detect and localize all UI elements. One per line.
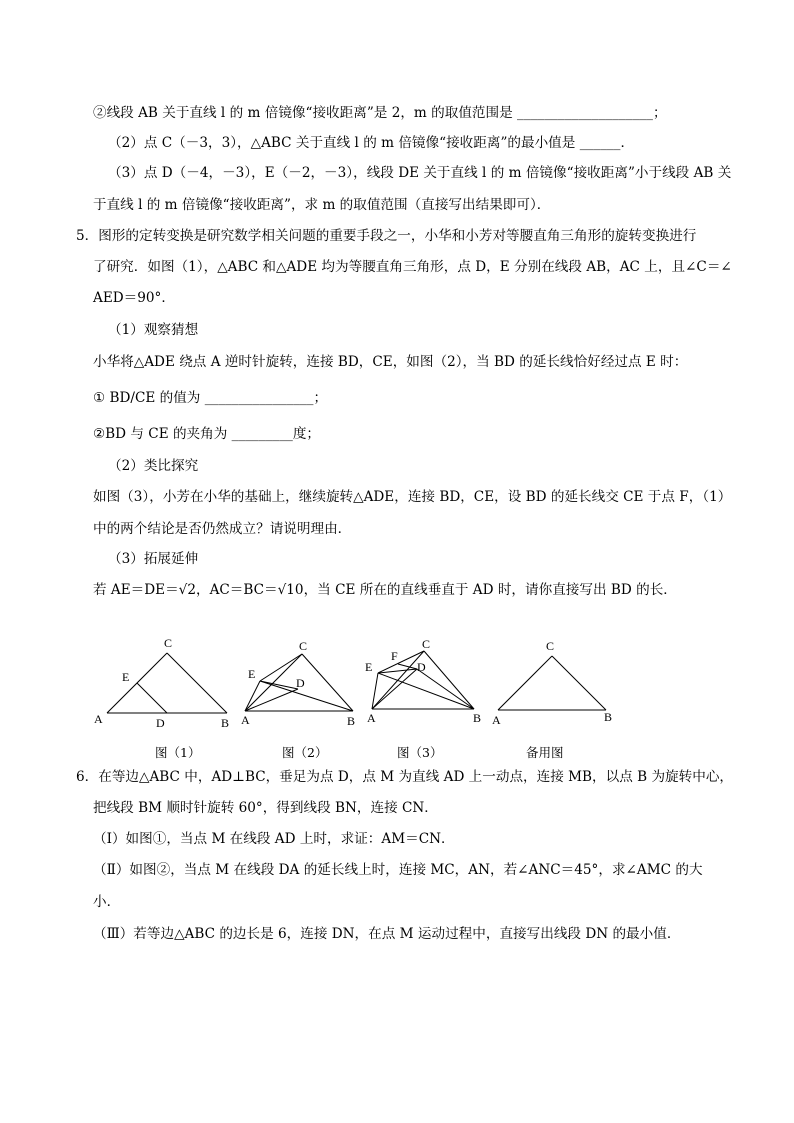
figure-caption: 图（3） xyxy=(397,745,443,760)
figure-label: B xyxy=(347,714,356,728)
figure-label: B xyxy=(221,716,230,730)
figure-label: F xyxy=(391,649,398,663)
text-line: （3）拓展延伸 xyxy=(108,551,199,567)
text-line: 6．在等边△ABC 中，AD⊥BC，垂足为点 D，点 M 为直线 AD 上一动点，连接 MB，以点 B 为旋转中心， xyxy=(76,769,734,785)
figure-label: E xyxy=(122,670,130,684)
figure-label: D xyxy=(156,716,165,730)
figure-label: C xyxy=(546,639,555,653)
text-line: （1）观察猜想 xyxy=(108,322,199,338)
text-line: 小华将△ADE 绕点 A 逆时针旋转，连接 BD，CE，如图（2），当 BD 的延长线恰好经过点 E 时： xyxy=(93,354,688,370)
text-line: ① BD/CE 的值为 ________________； xyxy=(93,390,328,406)
figure-label: A xyxy=(492,713,501,727)
text-line: （Ⅲ）若等边△ABC 的边长是 6，连接 DN，在点 M 运动过程中，直接写出线段 DN 的最小值． xyxy=(93,926,681,942)
figure-label: A xyxy=(241,713,250,727)
text-line: 于直线 l 的 m 倍镜像“接收距离”，求 m 的取值范围（直接写出结果即可）． xyxy=(93,197,551,213)
figure-caption: 备用图 xyxy=(526,745,564,760)
figure-3-diagram xyxy=(362,637,490,729)
text-line: 中的两个结论是否仍然成立？请说明理由． xyxy=(93,521,352,537)
figure-caption: 图（2） xyxy=(282,745,328,760)
text-line: 小． xyxy=(93,894,121,910)
text-line: （2）点 C（－3，3），△ABC 关于直线 l 的 m 倍镜像“接收距离”的最小值是 ______． xyxy=(108,135,635,151)
text-line: ②线段 AB 关于直线 l 的 m 倍镜像“接收距离”是 2，m 的取值范围是 ____________________； xyxy=(93,105,667,121)
figure-label: D xyxy=(417,660,426,674)
figure-label: A xyxy=(367,711,376,725)
figure-2-diagram xyxy=(240,637,360,729)
figure-label: D xyxy=(296,676,305,690)
text-line: 把线段 BM 顺时针旋转 60°，得到线段 BN，连接 CN． xyxy=(93,800,438,816)
figure-label: A xyxy=(94,712,103,726)
text-line: （Ⅰ）如图①，当点 M 在线段 AD 上时，求证：AM＝CN． xyxy=(93,831,455,847)
text-line: AED＝90°． xyxy=(93,290,175,306)
text-line: （Ⅱ）如图②，当点 M 在线段 DA 的延长线上时，连接 MC，AN，若∠ANC＝45°，求∠AMC 的大 xyxy=(93,862,703,878)
text-line: （2）类比探究 xyxy=(108,458,199,474)
figure-label: E xyxy=(248,667,256,681)
text-line: 了研究．如图（1），△ABC 和△ADE 均为等腰直角三角形，点 D，E 分别在线段 AB，AC 上，且∠C＝∠ xyxy=(93,259,732,275)
text-line: 若 AE＝DE＝√2，AC＝BC＝√10，当 CE 所在的直线垂直于 AD 时，请你直接写出 BD 的长． xyxy=(93,582,677,598)
text-line: （3）点 D（－4，－3），E（－2，－3），线段 DE 关于直线 l 的 m 倍镜像“接收距离”小于线段 AB 关 xyxy=(108,165,732,181)
figure-1-diagram xyxy=(90,630,240,730)
figure-label: C xyxy=(422,637,431,651)
text-line: 5．图形的定转变换是研究数学相关问题的重要手段之一，小华和小芳对等腰直角三角形的旋转变换进行 xyxy=(76,228,697,244)
figure-caption: 图（1） xyxy=(155,745,201,760)
figure-label: E xyxy=(365,660,373,674)
text-line: ②BD 与 CE 的夹角为 _________度； xyxy=(93,426,321,442)
figure-label: B xyxy=(604,710,613,724)
figure-backup-diagram xyxy=(490,636,620,728)
text-line: 如图（3），小芳在小华的基础上，继续旋转△ADE，连接 BD，CE，设 BD 的延长线交 CE 于点 F，（1） xyxy=(93,489,732,505)
figure-label: B xyxy=(473,711,482,725)
figure-label: C xyxy=(164,636,173,650)
figure-label: C xyxy=(299,639,308,653)
